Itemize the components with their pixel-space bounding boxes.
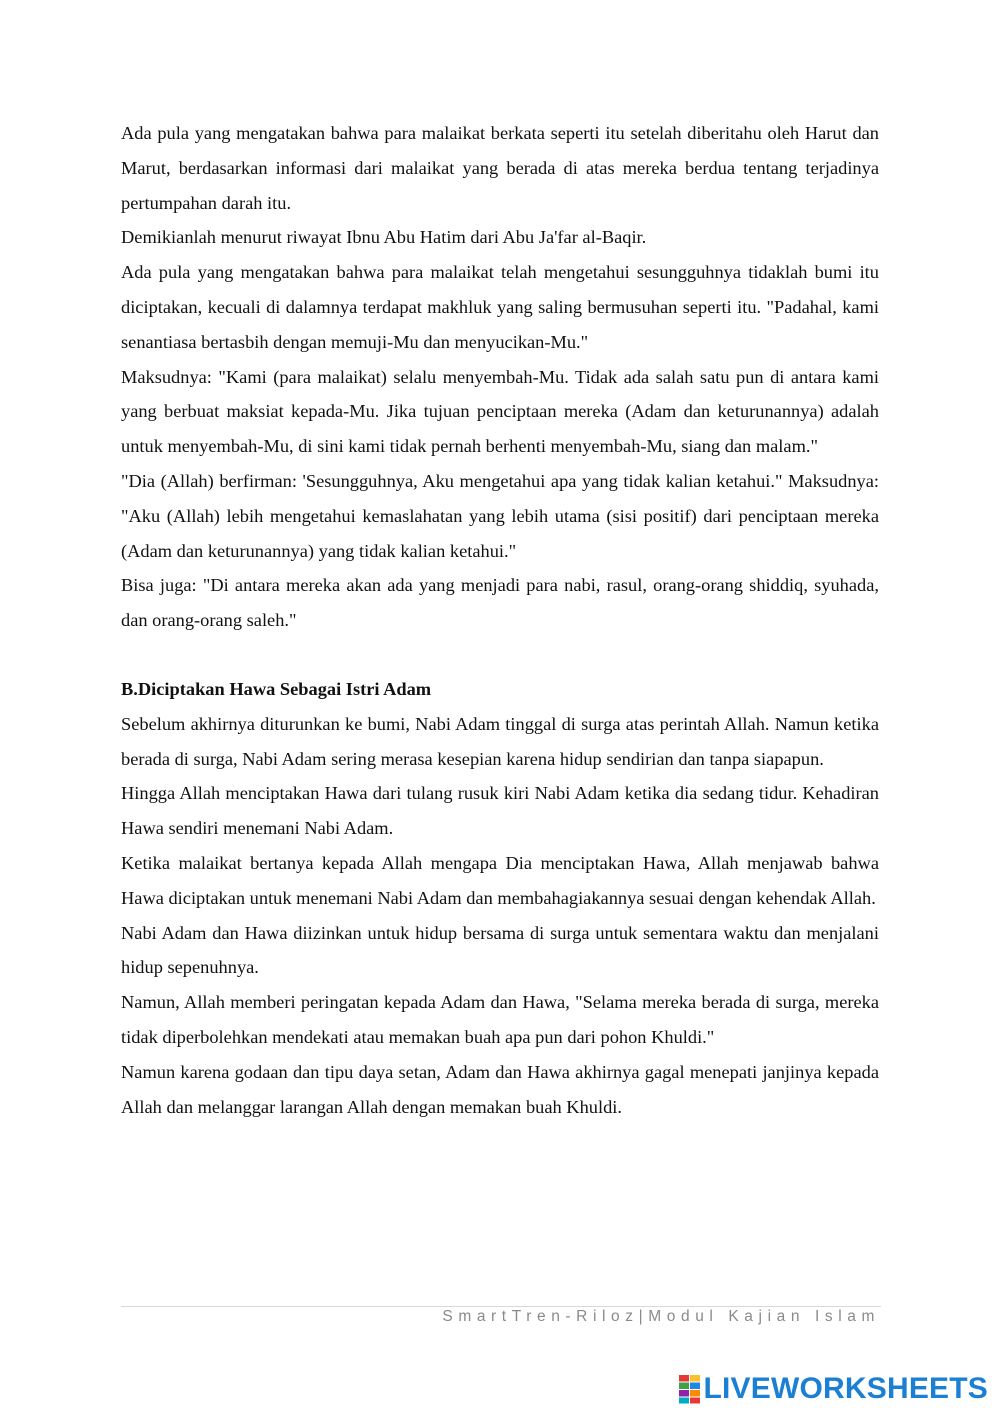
paragraph: Namun, Allah memberi peringatan kepada Adam dan Hawa, "Selama mereka berada di surga, mereka tidak diperbolehkan mendekati atau memakan buah apa pun dari pohon Khuldi."	[121, 992, 879, 1047]
footer-divider	[121, 1306, 881, 1307]
paragraph: Maksudnya: "Kami (para malaikat) selalu menyembah-Mu. Tidak ada salah satu pun di antara kami yang berbuat maksiat kepada-Mu. Jika tujuan penciptaan mereka (Adam dan keturunannya) adalah untuk menyembah-Mu, di sini kami tidak pernah berhenti menyembah-Mu, siang dan malam."	[121, 366, 879, 457]
paragraph: "Dia (Allah) berfirman: 'Sesungguhnya, Aku mengetahui apa yang tidak kalian ketahui." Maksudnya: "Aku (Allah) lebih mengetahui kemaslahatan yang lebih utama (sisi positif) dari penciptaan mereka (Adam dan keturunannya) yang tidak kalian ketahui."	[121, 470, 879, 561]
paragraph: Hingga Allah menciptakan Hawa dari tulang rusuk kiri Nabi Adam ketika dia sedang tidur. Kehadiran Hawa sendiri menemani Nabi Adam.	[121, 783, 879, 839]
paragraph: Ketika malaikat bertanya kepada Allah mengapa Dia menciptakan Hawa, Allah menjawab bahwa Hawa diciptakan untuk menemani Nabi Adam dan membahagiakannya sesuai dengan kehendak Allah.	[121, 852, 879, 908]
paragraph: Ada pula yang mengatakan bahwa para malaikat telah mengetahui sesungguhnya tidaklah bumi itu diciptakan, kecuali di dalamnya terdapat makhluk yang saling bermusuhan seperti itu. "Padahal, kami senantiasa bertasbih dengan memuji-Mu dan menyucikan-Mu."	[121, 262, 879, 352]
paragraph: Ada pula yang mengatakan bahwa para malaikat berkata seperti itu setelah diberitahu oleh Harut dan Marut, berdasarkan informasi dari malaikat yang berada di atas mereka berdua tentang terjadinya pertumpahan darah itu.	[121, 123, 879, 213]
section-heading: B.Diciptakan Hawa Sebagai Istri Adam	[121, 678, 432, 699]
liveworksheets-brand[interactable]	[679, 1372, 989, 1406]
liveworksheets-logo-icon	[679, 1374, 701, 1404]
paragraph: Nabi Adam dan Hawa diizinkan untuk hidup bersama di surga untuk sementara waktu dan menjalani hidup sepenuhnya.	[121, 922, 879, 978]
paragraph: Demikianlah menurut riwayat Ibnu Abu Hatim dari Abu Ja'far al-Baqir.	[121, 227, 647, 248]
paragraph: Sebelum akhirnya diturunkan ke bumi, Nabi Adam tinggal di surga atas perintah Allah. Namun ketika berada di surga, Nabi Adam sering merasa kesepian karena hidup sendirian dan tanpa siapapun.	[121, 713, 879, 769]
paragraph: Bisa juga: "Di antara mereka akan ada yang menjadi para nabi, rasul, orang-orang shiddiq, syuhada, dan orang-orang saleh."	[121, 575, 879, 631]
paragraph: Namun karena godaan dan tipu daya setan, Adam dan Hawa akhirnya gagal menepati janjinya kepada Allah dan melanggar larangan Allah dengan memakan buah Khuldi.	[121, 1061, 879, 1117]
footer-text: SmartTren-Riloz|Modul Kajian Islam	[442, 1308, 880, 1325]
page-content	[121, 116, 879, 1124]
brand-name: LIVEWORKSHEETS	[703, 1372, 988, 1405]
